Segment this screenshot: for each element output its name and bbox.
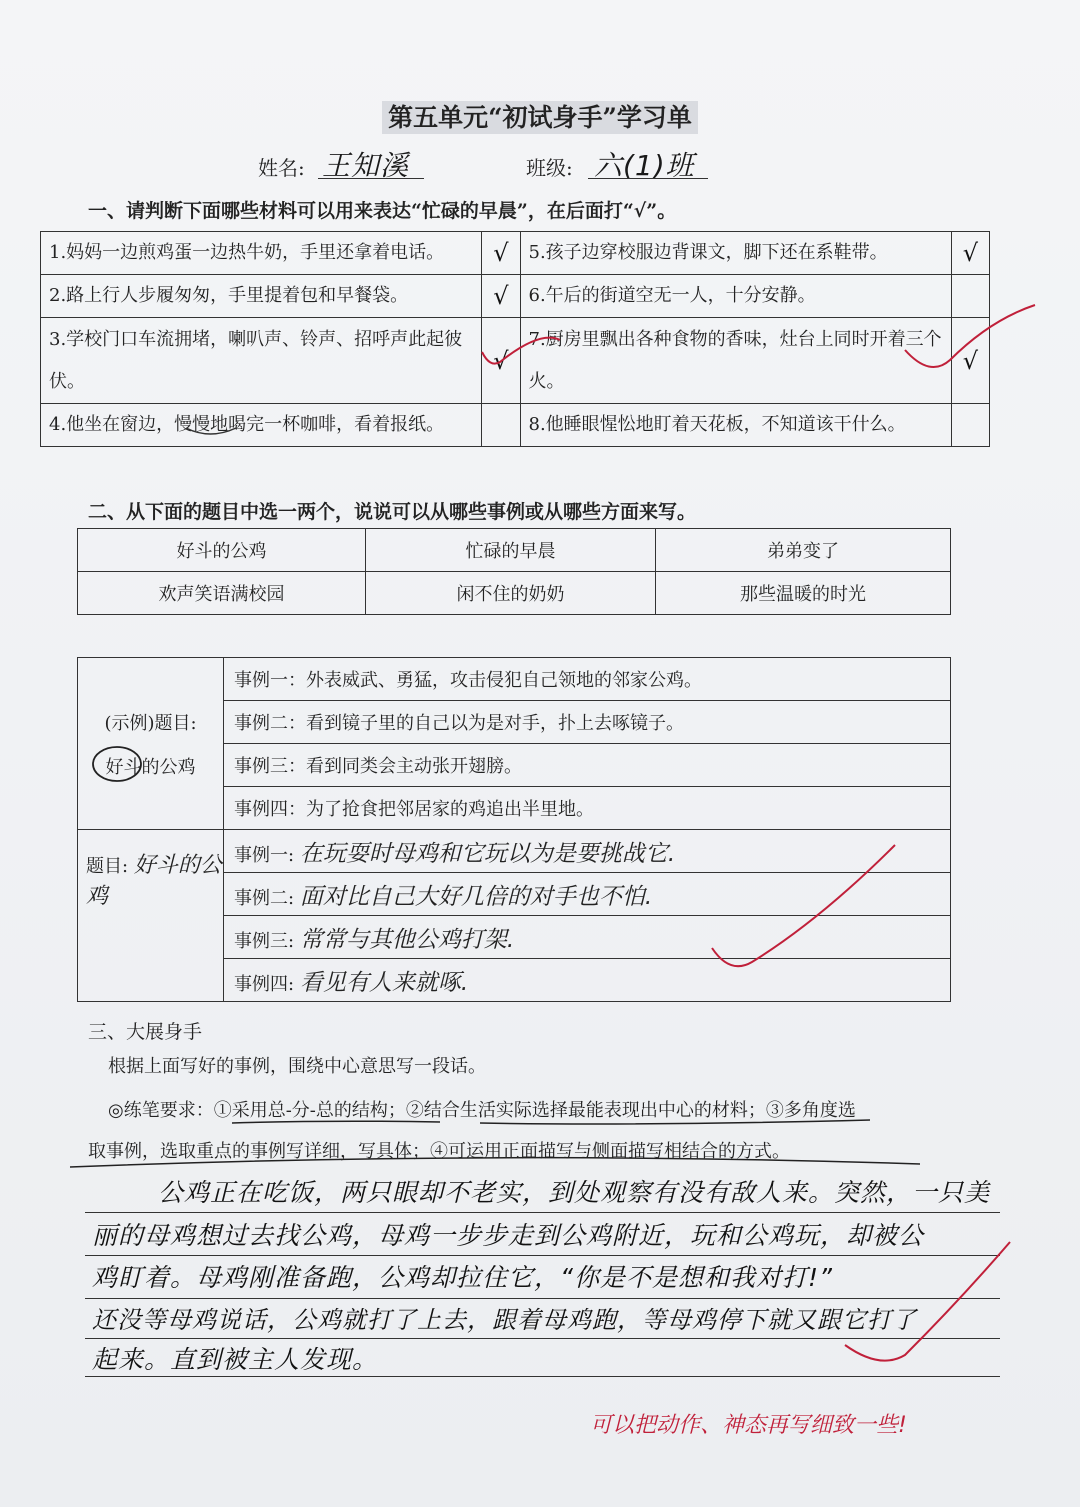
item-3: 3.学校门口车流拥堵，喇叭声、铃声、招呼声此起彼伏。 [41, 318, 482, 404]
student-topic: 好斗的公鸡 [86, 853, 222, 909]
example-case: 事例一：外表威武、勇猛，攻击侵犯自己领地的邻家公鸡。 [224, 658, 951, 701]
red-check-icon [712, 845, 895, 966]
item-5: 5.孩子边穿校服边背课文，脚下还在系鞋带。 [520, 232, 951, 275]
requirement-underline-marks [0, 1080, 1080, 1170]
example-label: (示例)题目: [104, 712, 197, 734]
example-case: 事例四：为了抢食把邻居家的鸡追出半里地。 [224, 787, 951, 830]
name-label: 姓名: [258, 156, 305, 180]
topic-cell: 那些温暖的时光 [656, 572, 951, 615]
student-topic-label: 题目: [86, 856, 129, 877]
red-check-icon [845, 1242, 1010, 1361]
case-handwriting: 常常与其他公鸡打架. [299, 926, 515, 953]
check-mark: √ [951, 318, 989, 404]
class-label: 班级: [526, 156, 573, 180]
essay-line: 还没等母鸡说话，公鸡就打了上去，跟着母鸡跑，等母鸡停下就又跟它打了 [92, 1306, 917, 1334]
item-6: 6.午后的街道空无一人，十分安静。 [520, 275, 951, 318]
item-4: 4.他坐在窗边，慢慢地喝完一杯咖啡，看着报纸。 [41, 404, 482, 447]
case-label: 事例三: [234, 930, 295, 952]
name-value: 王知溪 [322, 149, 410, 182]
case-handwriting: 看见有人来就啄. [299, 969, 469, 996]
class-value: 六(1)班 [594, 149, 695, 182]
underline-mark-icon [70, 1158, 920, 1167]
example-topic: 好斗的公鸡 [105, 756, 196, 778]
essay-line: 丽的母鸡想过去找公鸡，母鸡一步步走到公鸡附近，玩和公鸡玩，却被公 [92, 1221, 925, 1250]
essay-line: 公鸡正在吃饭，两只眼却不老实，到处观察有没有敌人来。突然，一只美 [158, 1178, 991, 1207]
case-label: 事例二: [234, 887, 295, 909]
circle-mark-icon [93, 747, 141, 781]
case-handwriting: 在玩耍时母鸡和它玩以为是要挑战它. [299, 840, 676, 867]
section2-heading: 二、从下面的题目中选一两个，说说可以从哪些事例或从哪些方面来写。 [88, 501, 697, 523]
check-mark: √ [951, 232, 989, 275]
underline-mark-icon [480, 1120, 870, 1124]
ruled-line [85, 1212, 1000, 1213]
example-case: 事例二：看到镜子里的自己以为是对手，扑上去啄镜子。 [224, 701, 951, 744]
section3-heading: 三、大展身手 [88, 1021, 203, 1043]
item-1: 1.妈妈一边煎鸡蛋一边热牛奶，手里还拿着电话。 [41, 232, 482, 275]
check-mark: √ [482, 232, 520, 275]
topic-cell: 好斗的公鸡 [78, 529, 366, 572]
check-mark: √ [482, 318, 520, 404]
case-handwriting: 面对比自己大好几倍的对手也不怕. [299, 883, 653, 910]
topic-cell: 弟弟变了 [656, 529, 951, 572]
item-2: 2.路上行人步履匆匆，手里提着包和早餐袋。 [41, 275, 482, 318]
example-case: 事例三：看到同类会主动张开翅膀。 [224, 744, 951, 787]
essay-line: 鸡盯着。母鸡刚准备跑，公鸡却拉住它，“你是不是想和我对打!” [92, 1263, 833, 1292]
topic-cell: 闲不住的奶奶 [366, 572, 656, 615]
page-title: 第五单元“初试身手”学习单 [0, 98, 1080, 134]
item-7: 7.厨房里飘出各种食物的香味，灶台上同时开着三个火。 [520, 318, 951, 404]
section1-heading: 一、请判断下面哪些材料可以用来表达“忙碌的早晨”，在后面打“√”。 [88, 200, 677, 222]
item-8: 8.他睡眼惺忪地盯着天花板，不知道该干什么。 [520, 404, 951, 447]
teacher-comment: 可以把动作、神态再写细致一些! [590, 1413, 907, 1438]
topic-cell: 欢声笑语满校园 [78, 572, 366, 615]
essay-line: 起来。直到被主人发现。 [92, 1345, 379, 1374]
topic-cell: 忙碌的早晨 [366, 529, 656, 572]
requirement-line-1: ◎练笔要求：①采用总-分-总的结构；②结合生活实际选择最能表现出中心的材料；③多角度选 [108, 1100, 856, 1121]
underline-mark-icon [232, 1121, 440, 1123]
check-mark: √ [482, 275, 520, 318]
section3-instruction: 根据上面写好的事例，围绕中心意思写一段话。 [108, 1056, 486, 1077]
case-label: 事例四: [234, 973, 295, 995]
case-label: 事例一: [234, 844, 295, 866]
requirement-line-2: 取事例，选取重点的事例写详细，写具体；④可运用正面描写与侧面描写相结合的方式。 [88, 1141, 790, 1162]
essay-red-check [0, 1220, 1080, 1380]
